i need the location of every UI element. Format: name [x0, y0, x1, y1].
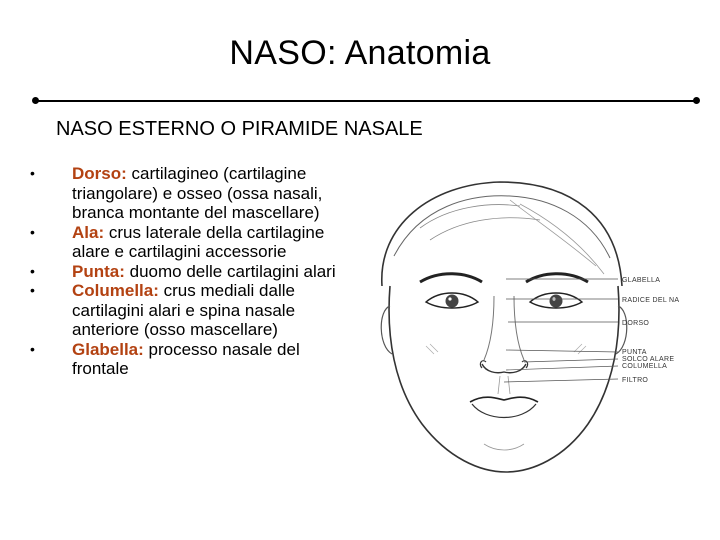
bullet-text: cartilagineo (cartilagine triangolare) e osseo (ossa nasali, branca montante del mascellare) [72, 164, 323, 222]
bullet-text: crus laterale della cartilagine alare e cartilagini accessorie [72, 222, 325, 261]
bullet-text: processo nasale del frontale [72, 339, 300, 378]
bullet-term: Glabella: [72, 339, 144, 359]
bullet-icon: • [30, 223, 35, 240]
slide-title: NASO: Anatomia [229, 34, 491, 72]
bullet-term: Punta: [72, 261, 125, 281]
bullet-item-punta [26, 262, 356, 282]
title-divider [36, 100, 696, 102]
face-anatomy-illustration [360, 176, 680, 478]
label-filtro: FILTRO [622, 377, 649, 384]
bullet-list [26, 164, 356, 379]
bullet-icon: • [30, 340, 35, 357]
label-dorso: DORSO [622, 320, 650, 327]
label-columella: COLUMELLA [622, 363, 668, 370]
bullet-item-columella [26, 281, 356, 340]
bullet-icon: • [30, 282, 35, 298]
bullet-icon: • [30, 262, 35, 279]
bullet-item-ala [26, 223, 356, 262]
label-punta: PUNTA [622, 349, 647, 356]
label-solco-alare: SOLCO ALARE [622, 356, 675, 363]
slide-subtitle: NASO ESTERNO O PIRAMIDE NASALE [56, 118, 423, 140]
bullet-term: Ala: [72, 222, 105, 242]
bullet-text: duomo delle cartilagini alari [124, 261, 336, 281]
bullet-term: Columella: [72, 281, 159, 300]
label-glabella: GLABELLA [622, 277, 661, 284]
face-drawing [360, 176, 680, 478]
bullet-text: crus mediali dalle cartilagini alari e spina nasale anteriore (osso mascellare) [72, 281, 296, 339]
divider-right-dot [693, 97, 700, 104]
label-radice-del-naso: RADICE DEL NA [622, 297, 680, 304]
bullet-icon: • [30, 165, 35, 181]
bullet-item-dorso [26, 164, 356, 223]
divider-left-dot [32, 97, 39, 104]
bullet-term: Dorso: [72, 164, 127, 183]
bullet-item-glabella [26, 340, 356, 379]
